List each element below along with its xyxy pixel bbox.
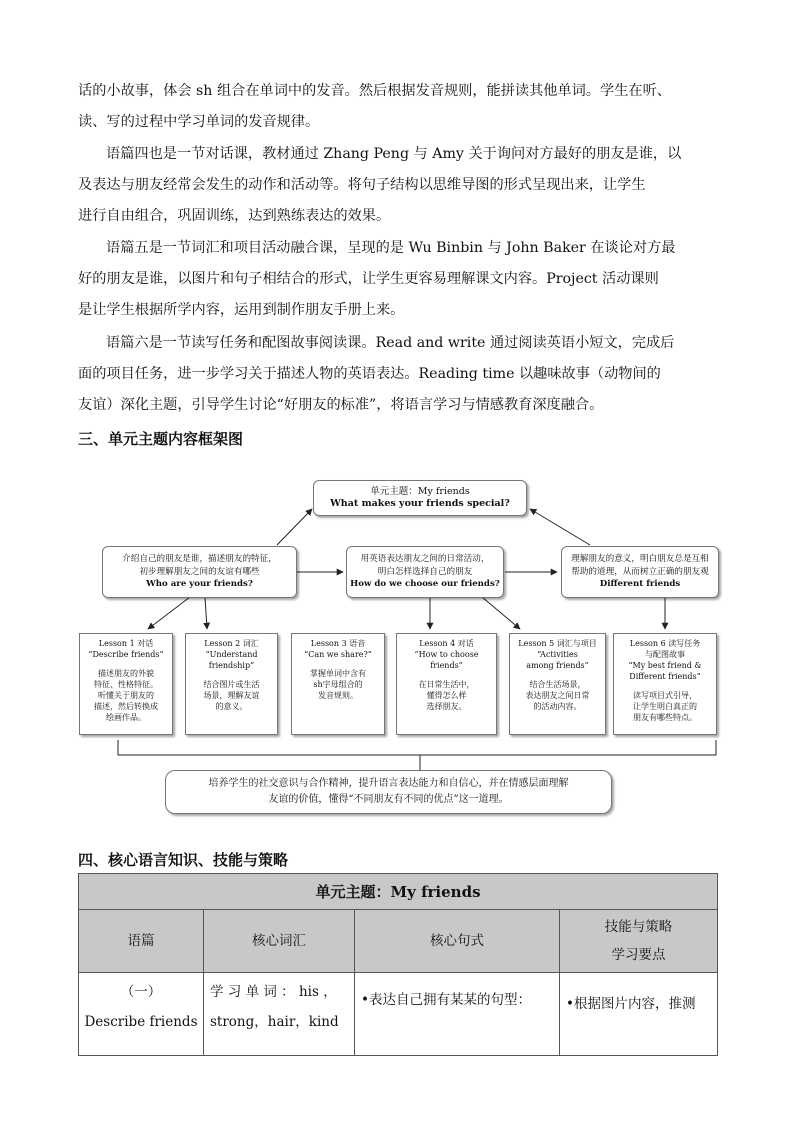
theme-box-text: 初步理解朋友之间的友谊有哪些	[139, 566, 260, 577]
cell-line: Describe friends	[84, 1014, 198, 1030]
table-header-skills-line: 学习要点	[611, 947, 666, 963]
cell-line: •根据图片内容，推测	[566, 996, 696, 1012]
table-header-sentences: 核心句式	[355, 910, 560, 973]
lesson-title: Lesson 6 读写任务	[629, 639, 701, 648]
lesson-box-4	[396, 633, 497, 735]
text-line: 是让学生根据所学内容，运用到制作朋友手册上来。	[78, 302, 405, 318]
cell-line: •表达自己拥有某某的句型：	[361, 992, 531, 1008]
lesson-title: friendship”	[208, 661, 255, 670]
theme-box-question: Who are your friends?	[146, 579, 253, 590]
lesson-desc: 懂得怎么样	[426, 691, 467, 700]
text-line: 语篇五是一节词汇和项目活动融合课，呈现的是 Wu Binbin 与 John Baker 在谈论对方最	[106, 240, 676, 256]
summary-text: 友谊的价值，懂得“不同朋友有不同的优点”这一道理。	[268, 794, 509, 805]
cell-line: strong，hair，kind	[210, 1014, 339, 1030]
lesson-title: Lesson 5 词汇与项目	[518, 639, 597, 648]
table-unit-title: 单元主题：My friends	[79, 874, 718, 910]
lesson-desc: 在日常生活中，	[418, 680, 475, 689]
lesson-desc: 发音规则。	[318, 691, 358, 700]
theme-box-text: 介绍自己的朋友是谁，描述朋友的特征，	[122, 554, 277, 565]
lesson-desc: 听懂关于朋友的	[98, 691, 154, 700]
lesson-title: “Activities	[537, 650, 578, 659]
lesson-box-2	[185, 633, 278, 735]
lesson-box-5	[509, 633, 606, 735]
lesson-desc: 描述，然后转换成	[94, 702, 158, 711]
theme-box-text: 用英语表达朋友之间的日常活动，	[360, 554, 490, 565]
lesson-desc: 的活动内容。	[533, 702, 582, 711]
unit-theme-box	[313, 480, 527, 516]
table-header-vocab: 核心词汇	[204, 910, 355, 973]
table-row	[79, 973, 718, 1056]
section-3-title: 三、单元主题内容框架图	[78, 430, 244, 448]
lesson-title: 与配图故事	[645, 650, 685, 659]
lesson-desc: 让学生明白真正的	[633, 702, 697, 711]
text-line: 话的小故事，体会 sh 组合在单词中的发音。然后根据发音规则，能拼读其他单词。学生在听、	[78, 83, 671, 99]
lesson-title: “How to choose friends”	[414, 650, 479, 670]
lesson-title: Lesson 1 对话	[98, 639, 154, 648]
lesson-desc: 场景，理解友谊	[203, 691, 260, 700]
lesson-desc: 读写项目式引导，	[633, 691, 697, 700]
text-line: 语篇六是一节读写任务和配图故事阅读课。Read and write 通过阅读英语小短文，完成后	[106, 335, 675, 351]
theme-box-how	[346, 546, 504, 598]
lesson-title: Lesson 2 词汇	[204, 639, 259, 648]
section-4-title: 四、核心语言知识、技能与策略	[78, 851, 289, 869]
cell-line: 学 习 单 词 ： his ，	[210, 984, 337, 1000]
lesson-box-6	[613, 633, 717, 735]
lesson-desc: 绘画作品。	[106, 713, 146, 722]
core-language-table	[78, 873, 718, 1056]
theme-box-who	[102, 546, 297, 598]
theme-box-different	[561, 546, 719, 598]
theme-box-question: How do we choose our friends?	[350, 579, 500, 590]
text-line: 友谊）深化主题，引导学生讨论“好朋友的标准”，将语言学习与情感教育深度融合。	[78, 397, 604, 413]
lesson-desc: 结合生活场景，	[529, 680, 586, 689]
lesson-desc: 选择朋友。	[426, 702, 467, 711]
table-cell	[355, 973, 560, 1056]
table-cell	[79, 973, 204, 1056]
lesson-desc: 的意义。	[215, 702, 248, 711]
lesson-title: “My best friend &	[628, 661, 702, 670]
cell-line: （一）	[120, 984, 162, 1000]
lesson-desc: 特征、性格特征。	[94, 680, 158, 689]
lesson-title: “Can we share?”	[304, 650, 372, 659]
table-cell	[560, 973, 718, 1056]
table-cell	[204, 973, 355, 1056]
lesson-title: “Understand	[205, 650, 258, 659]
unit-theme-label: 单元主题：My friends	[370, 485, 470, 497]
table-header-skills-line: 技能与策略	[604, 919, 673, 935]
lesson-box-1	[79, 633, 173, 735]
text-line: 及表达与朋友经常会发生的动作和活动等。将句子结构以思维导图的形式呈现出来，让学生	[78, 177, 646, 193]
lesson-title: among friends”	[526, 661, 589, 670]
text-line: 读、写的过程中学习单词的发音规律。	[78, 114, 320, 130]
theme-box-text: 帮助的道理，从而树立正确的朋友观	[571, 566, 709, 577]
lesson-title: Lesson 3 语音	[310, 639, 366, 648]
theme-box-text: 理解朋友的意义，明白朋友总是互相	[571, 554, 709, 565]
text-line: 面的项目任务，进一步学习关于描述人物的英语表达。Reading time 以趣味故事（动物间的	[78, 366, 661, 382]
text-line: 好的朋友是谁，以图片和句子相结合的形式，让学生更容易理解课文内容。Project 活动课则	[78, 271, 659, 287]
lesson-title: “Describe friends”	[88, 650, 164, 659]
table-header-skills	[560, 910, 718, 973]
text-line: 进行自由组合，巩固训练，达到熟练表达的效果。	[78, 208, 391, 224]
lesson-desc: 掌握单词中含有	[310, 669, 366, 678]
text-line: 语篇四也是一节对话课，教材通过 Zhang Peng 与 Amy 关于询问对方最好的朋友是谁，以	[106, 146, 682, 162]
lesson-title: Different friends”	[629, 672, 701, 681]
theme-box-question: Different friends	[599, 579, 681, 590]
lesson-desc: sh字母组合的	[313, 680, 363, 689]
lesson-desc: 描述朋友的外貌	[98, 669, 154, 678]
table-header-text: 语篇	[79, 910, 204, 973]
lesson-desc: 结合图片或生活	[203, 680, 260, 689]
lesson-title: Lesson 4 对话	[419, 639, 474, 648]
lesson-box-3	[291, 633, 385, 735]
summary-box	[165, 770, 612, 814]
lesson-desc: 表达朋友之间日常	[525, 691, 590, 700]
summary-text: 培养学生的社交意识与合作精神，提升语言表达能力和自信心，并在情感层面理解	[208, 778, 569, 789]
unit-theme-question: What makes your friends special?	[330, 498, 510, 509]
lesson-desc: 朋友有哪些特点。	[633, 713, 697, 722]
theme-box-text: 明白怎样选择自己的朋友	[377, 566, 473, 577]
